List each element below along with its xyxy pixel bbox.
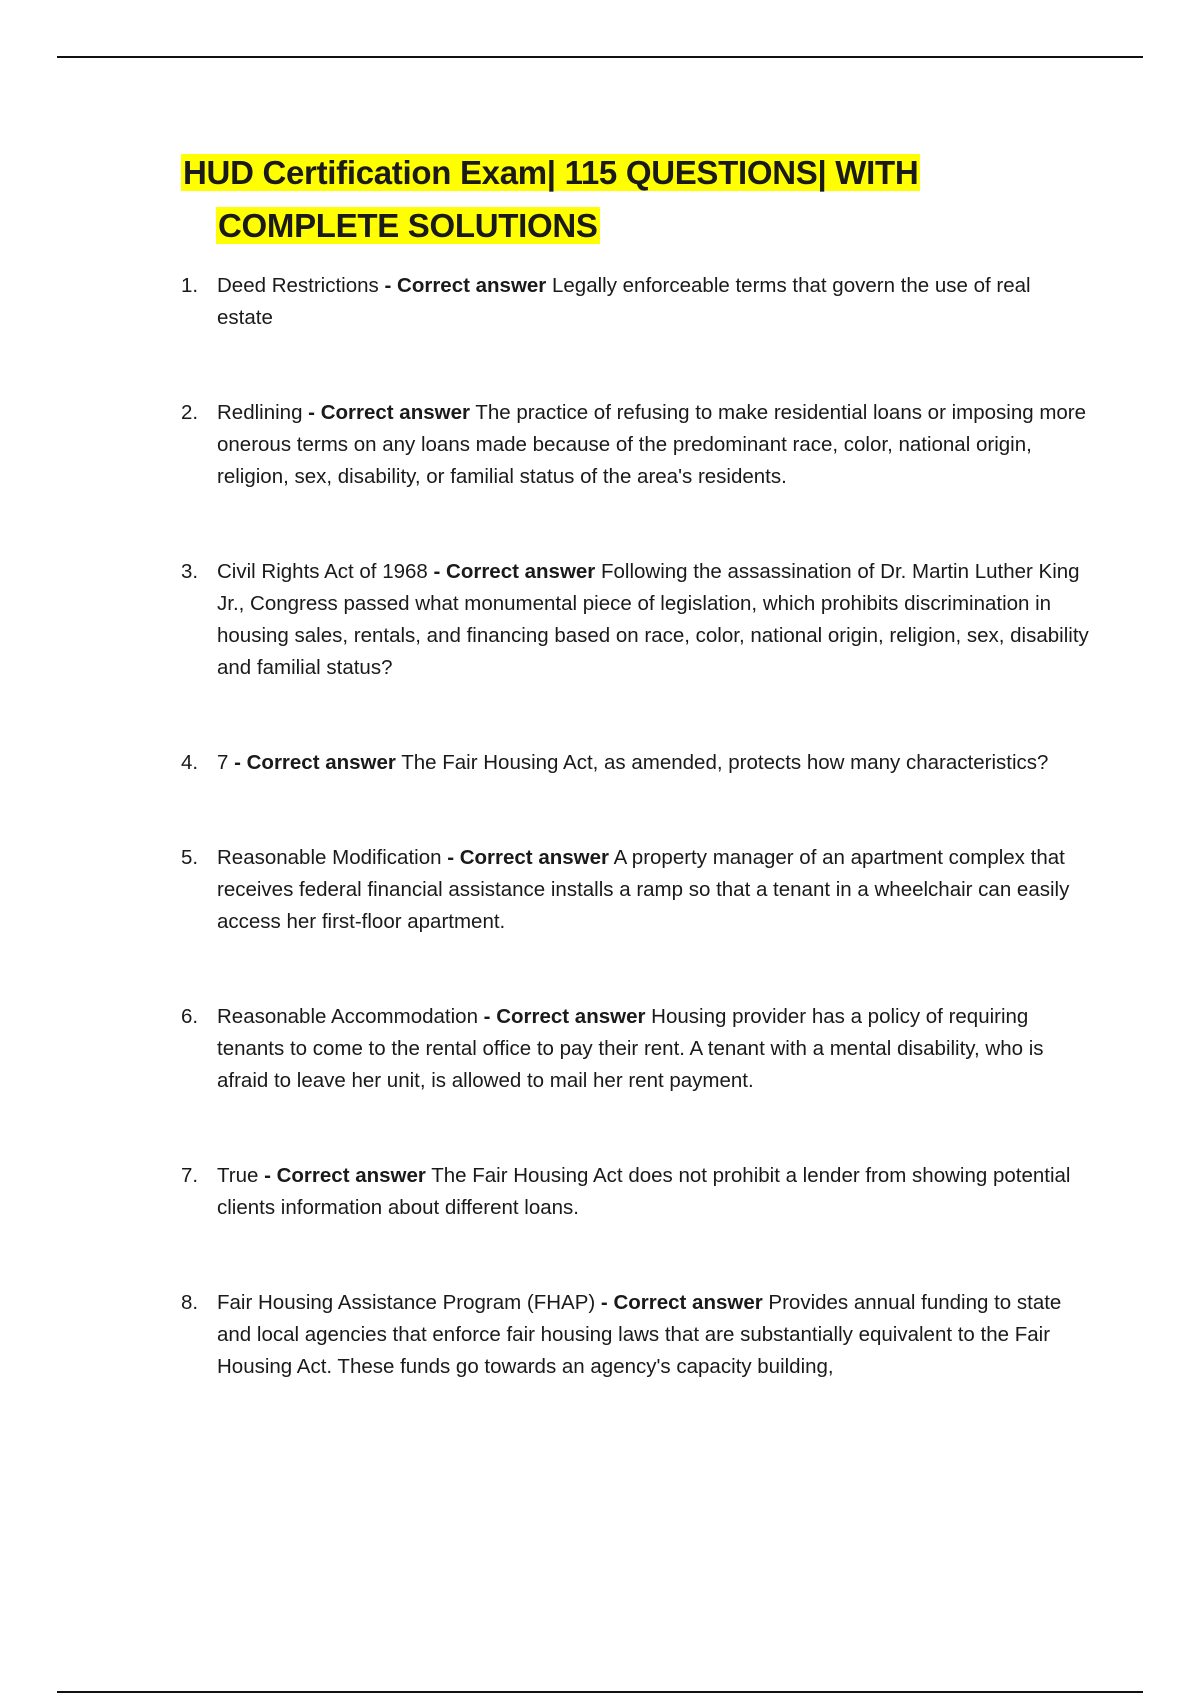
answer-label: Correct answer xyxy=(320,401,470,424)
item-separator: - xyxy=(477,1005,497,1028)
item-term: True xyxy=(217,1164,259,1187)
item-separator: - xyxy=(441,846,460,869)
item-number: 3. xyxy=(181,560,199,583)
answer-label: Correct answer xyxy=(276,1164,426,1187)
answer-label: Correct answer xyxy=(397,274,547,297)
item-answer: The Fair Housing Act does not prohibit a lender from showing potential clients information about different loans. xyxy=(217,1164,1071,1219)
qa-item-4 xyxy=(181,747,1091,779)
item-separator: - xyxy=(378,274,398,297)
qa-list xyxy=(181,270,1091,1383)
top-rule xyxy=(57,56,1143,58)
item-answer: A property manager of an apartment complex that receives federal financial assistance installs a ramp so that a tenant in a wheelchair can easily access her first-floor apartment. xyxy=(217,846,1070,933)
item-number: 5. xyxy=(181,846,199,869)
item-separator: - xyxy=(258,1164,277,1187)
item-term: Deed Restrictions xyxy=(217,274,379,297)
item-term: Redlining xyxy=(217,401,303,424)
qa-item-8 xyxy=(181,1287,1091,1383)
item-number: 8. xyxy=(181,1291,199,1314)
answer-label: Correct answer xyxy=(613,1291,763,1314)
item-answer: The practice of refusing to make residential loans or imposing more onerous terms on any loans made because of the predominant race, color, national origin, religion, sex, disability, or familial status of the area's residents. xyxy=(217,401,1087,488)
item-separator: - xyxy=(595,1291,614,1314)
bottom-rule xyxy=(57,1691,1143,1693)
answer-label: Correct answer xyxy=(446,560,596,583)
item-term: Fair Housing Assistance Program (FHAP) xyxy=(217,1291,596,1314)
item-number: 6. xyxy=(181,1005,199,1028)
item-number: 2. xyxy=(181,401,199,424)
qa-item-2 xyxy=(181,397,1091,493)
answer-label: Correct answer xyxy=(496,1005,646,1028)
answer-label: Correct answer xyxy=(459,846,609,869)
document-body xyxy=(181,146,1091,1446)
item-answer: Following the assassination of Dr. Martin Luther King Jr., Congress passed what monumental piece of legislation, which prohibits discrimination in housing sales, rentals, and financing based on race, color, national origin, religion, sex, disability and familial status? xyxy=(217,560,1089,679)
item-separator: - xyxy=(427,560,447,583)
title-line-2: COMPLETE SOLUTIONS xyxy=(218,207,598,244)
item-answer: Provides annual funding to state and local agencies that enforce fair housing laws that are substantially equivalent to the Fair Housing Act. These funds go towards an agency's capacity building, xyxy=(217,1291,1062,1378)
item-number: 7. xyxy=(181,1164,199,1187)
qa-item-1 xyxy=(181,270,1091,334)
item-term: Civil Rights Act of 1968 xyxy=(217,560,428,583)
item-term: 7 xyxy=(217,751,229,774)
item-answer: Housing provider has a policy of requiring tenants to come to the rental office to pay their rent. A tenant with a mental disability, who is afraid to leave her unit, is allowed to mail her rent payment. xyxy=(217,1005,1044,1092)
qa-item-3 xyxy=(181,556,1091,684)
item-separator: - xyxy=(302,401,321,424)
item-number: 1. xyxy=(181,274,199,297)
qa-item-6 xyxy=(181,1001,1091,1097)
item-term: Reasonable Accommodation xyxy=(217,1005,478,1028)
answer-label: Correct answer xyxy=(246,751,396,774)
item-answer: Legally enforceable terms that govern the use of real estate xyxy=(217,274,1031,329)
document-title xyxy=(181,146,1091,252)
item-separator: - xyxy=(228,751,247,774)
title-line-1: HUD Certification Exam| 115 QUESTIONS| WITH xyxy=(183,154,919,191)
qa-item-7 xyxy=(181,1160,1091,1224)
qa-item-5 xyxy=(181,842,1091,938)
item-answer: The Fair Housing Act, as amended, protects how many characteristics? xyxy=(401,751,1049,774)
item-number: 4. xyxy=(181,751,199,774)
item-term: Reasonable Modification xyxy=(217,846,442,869)
